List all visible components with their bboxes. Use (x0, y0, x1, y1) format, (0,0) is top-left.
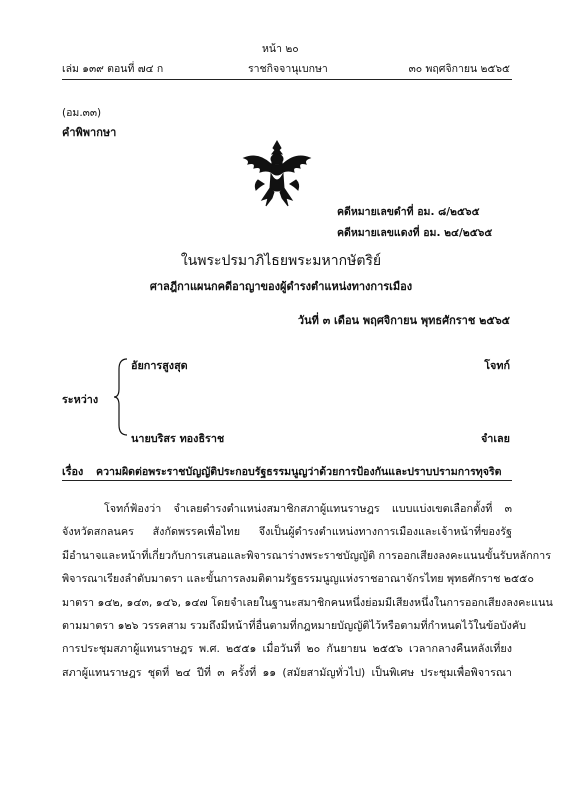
body-line: ตามมาตรา ๑๒๖ วรรคสาม รวมถึงมีหน้าที่อื่นตามที่กฎหมายบัญญัติไว้หรือตามที่กำหนดไว้ในข้อบังคับ (62, 619, 526, 632)
subject-text: ความผิดต่อพระราชบัญญัติประกอบรัฐธรรมนูญว่าด้วยการป้องกันและปราบปรามการทุจริต (96, 466, 502, 478)
defendant-role: จำเลย (480, 432, 510, 445)
body-line: สภาผู้แทนราษฎร ชุดที่ ๒๔ ปีที่ ๓ ครั้งที่ ๑๑ (สมัยสามัญทั่วไป) เป็นพิเศษ ประชุมเพื่อพิจารณา (62, 666, 512, 679)
gazette-name: ราชกิจจานุเบกษา (248, 63, 328, 75)
garuda-emblem-icon (236, 138, 318, 208)
document-type: คำพิพากษา (62, 126, 117, 139)
verdict-date: วันที่ ๓ เดือน พฤศจิกายน พุทธศักราช ๒๕๖๕ (297, 314, 510, 327)
subject-label: เรื่อง (62, 465, 84, 478)
body-line: พิจารณาเรียงลำดับมาตรา และขั้นการลงมติตามรัฐธรรมนูญแห่งราชอาณาจักรไทย พุทธศักราช ๒๕๕๐ (62, 572, 534, 585)
page-number: หน้า ๒๐ (262, 43, 299, 55)
header-rule (62, 79, 512, 80)
gazette-volume: เล่ม ๑๓๙ ตอนที่ ๗๔ ก (62, 63, 164, 75)
red-case-number: คดีหมายเลขแดงที่ อม. ๒๔/๒๕๖๕ (337, 227, 493, 239)
plaintiff-role: โจทก์ (484, 359, 510, 372)
form-code: (อม.๓๓) (62, 107, 102, 119)
body-line: การประชุมสภาผู้แทนราษฎร พ.ศ. ๒๕๕๑ เมื่อวันที่ ๒๐ กันยายน ๒๕๕๖ เวลากลางคืนหลังเที่ยง (62, 642, 512, 655)
party-brace (113, 357, 129, 437)
body-line: จังหวัดสกลนคร สังกัดพรรคเพื่อไทย จึงเป็นผู้ดำรงตำแหน่งทางการเมืองและเจ้าหน้าที่ของรัฐ (62, 525, 512, 538)
between-label: ระหว่าง (62, 393, 99, 406)
court-name: ศาลฎีกาแผนกคดีอาญาของผู้ดำรงตำแหน่งทางการเมือง (149, 280, 413, 293)
body-line: โจทก์ฟ้องว่า จำเลยดำรงตำแหน่งสมาชิกสภาผู้แทนราษฎร แบบแบ่งเขตเลือกตั้งที่ ๓ (104, 502, 512, 515)
subject-rule (62, 480, 512, 481)
body-line: มาตรา ๑๔๒, ๑๔๓, ๑๔๖, ๑๔๗ โดยจำเลยในฐานะสมาชิกคนหนึ่งย่อมมีเสียงหนึ่งในการออกเสียงลงคะแนน (62, 596, 553, 609)
royal-title: ในพระปรมาภิไธยพระมหากษัตริย์ (180, 253, 382, 269)
gazette-date: ๓๐ พฤศจิกายน ๒๕๖๕ (408, 63, 510, 75)
plaintiff-name: อัยการสูงสุด (131, 359, 188, 372)
black-case-number: คดีหมายเลขดำที่ อม. ๘/๒๕๖๕ (337, 206, 480, 218)
body-line: มีอำนาจและหน้าที่เกี่ยวกับการเสนอและพิจารณาร่างพระราชบัญญัติ การออกเสียงลงคะแนนขั้นรับหลักการ (62, 549, 552, 562)
defendant-name: นายบริสร ทองธิราช (131, 432, 225, 445)
